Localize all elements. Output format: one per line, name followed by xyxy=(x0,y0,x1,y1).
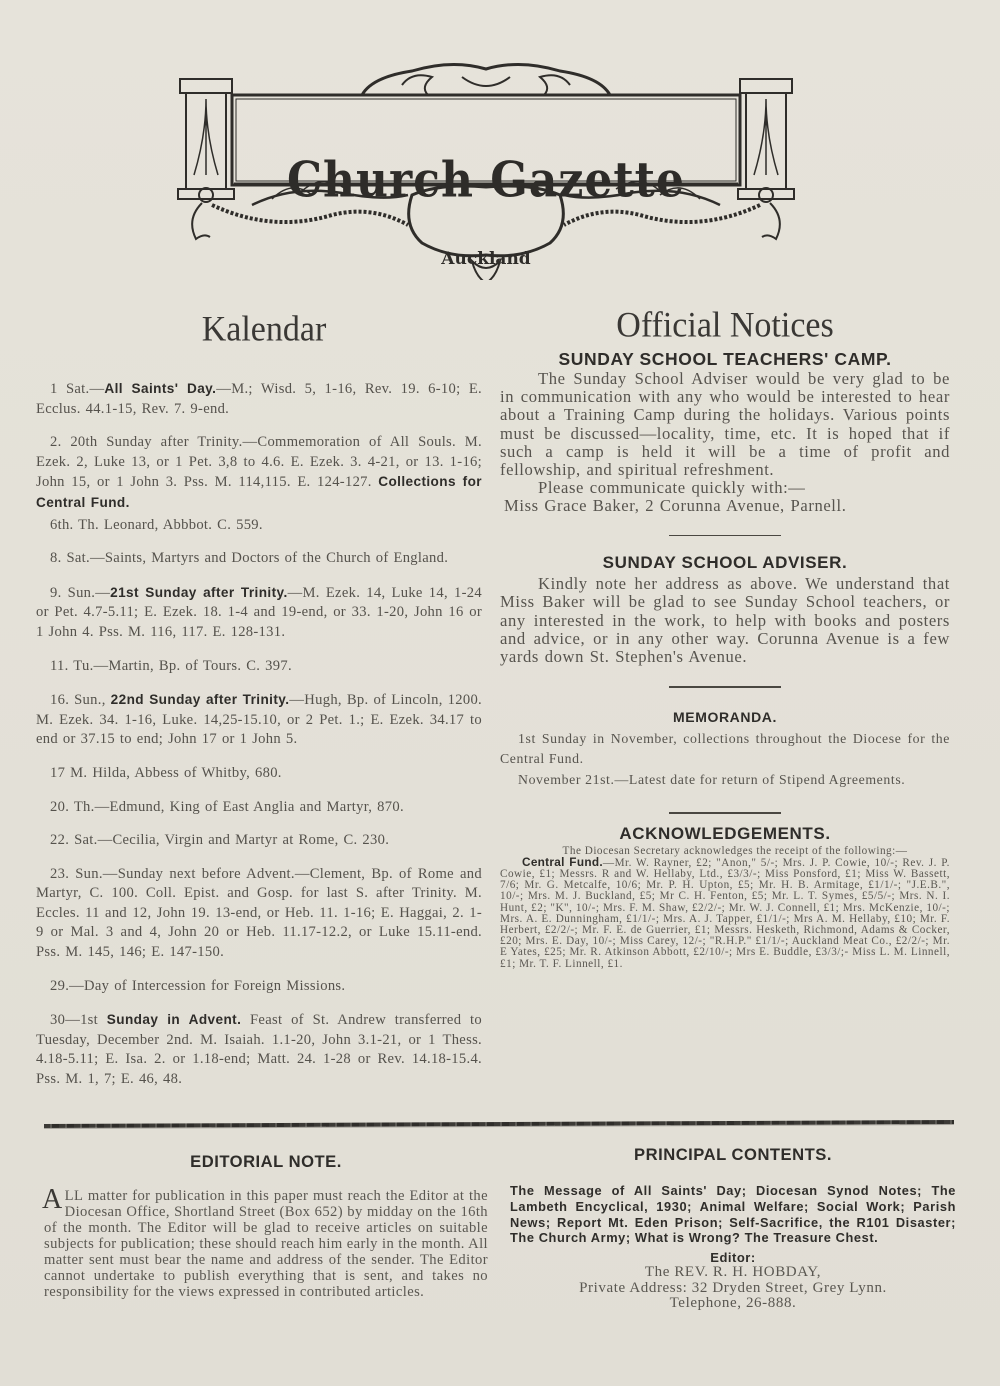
acknowledgements-intro: The Diocesan Secretary acknowledges the receipt of the following:— xyxy=(562,844,908,857)
official-notices-heading: Official Notices xyxy=(616,306,834,345)
kalendar-entry: 23. Sun.—Sunday next before Advent.—Clement, Bp. of Rome and Martyr, C. 100. Coll. Epist. and Gosp. for last S. after Trinity. M. Eccles. 11 and 12, John 19. 13-end, or Heb. 11. 1-16; E. Haggai, 2. 1-9 or Mal. 3 and 4, John 20 or Heb. 11.17-12.2, or Luke 15.11-end. Pss. M. 145, 146; E. 147-150. xyxy=(36,865,482,961)
principal-contents xyxy=(510,1145,956,1312)
editor-name: The REV. R. H. HOBDAY, xyxy=(644,1264,822,1281)
editor-label: Editor: xyxy=(710,1250,756,1266)
kalendar-column xyxy=(36,305,482,1104)
drop-cap: A xyxy=(42,1184,63,1215)
divider xyxy=(669,535,781,537)
kalendar-entry: 8. Sat.—Saints, Martyrs and Doctors of the Church of England. xyxy=(50,550,449,567)
adviser-notice xyxy=(500,553,950,666)
acknowledgements-heading: ACKNOWLEDGEMENTS. xyxy=(619,823,831,843)
divider xyxy=(669,812,781,814)
camp-contact: Miss Grace Baker, 2 Corunna Avenue, Parnell. xyxy=(504,496,847,516)
editorial-note xyxy=(44,1152,488,1300)
contents-list: The Message of All Saints' Day; Diocesan Synod Notes; The Lambeth Encyclical, 1930; Animal Welfare; Social Work; Parish News; Report Mt. Eden Prison; Self-Sacrifice, the R101 Disaster; The Church Army; What is Wrong? The Treasure Chest. xyxy=(510,1183,956,1246)
adviser-body: Kindly note her address as above. We understand that Miss Baker will be glad to see Sunday School teachers, or any interested in the work, to help with books and posters and advice, or in any other way. Corunna Avenue is a few yards down St. Stephen's Avenue. xyxy=(500,574,950,666)
acknowledgements-body: Central Fund.—Mr. W. Rayner, £2; "Anon," 5/-; Mrs. J. P. Cowie, 10/-; Rev. J. P. Cowie, £1; Messrs. R and W. Hellaby, Ltd., £3/3/-; Miss Ponsford, £1; Miss W. Bassett, 7/6; Mr. G. Metcalfe, 10/6; Mr. P. H. Upton, £5; Mr. H. B. Armitage, £1/1/-; "J.E.B.", 10/-; Mrs. M. J. Buckland, £5; Mr C. H. Fenton, £5; Mr. L. T. Symes, £5/5/-; Mrs. N. I. Hunt, £2; "K", 10/-; Mrs. F. M. Shaw, £2/2/-; Mr. W. J. Connell, £1; Mrs. McKenzie, 10/-; Mrs. A. E. Dunningham, £1/1/-; Mrs. A. J. Tapper, £1/1/-; Mrs A. M. Hellaby, £10; Mr. F. Herbert, £2/2/-; Mr. F. E. de Guerrier, £1; Messrs. Hesketh, Richmond, Adams & Cocker, £20; Mrs. E. Day, 10/-; Miss Carey, 12/-; "R.H.P." £1/1/-; Auckland Meat Co., £2/2/-; Mr. E Yates, £25; Mr. R. Atkinson Abbott, £2/10/-; Mrs E. Buddle, £3/3/;- Miss L. M. Linnell, £1; Mr. T. F. Linnell, £1. xyxy=(500,854,950,970)
camp-body: The Sunday School Adviser would be very glad to be in communication with any who would be interested to hear about a Training Camp during the holidays. Various points must be discussed—locality, time, etc. It is hoped that if such a camp is held it will be a time of profit and fellowship, and spiritual refreshment. xyxy=(500,369,950,480)
official-notices-column xyxy=(500,305,950,970)
masthead-subtitle: Auckland xyxy=(441,249,531,269)
kalendar-entry: 30—1st Sunday in Advent. Feast of St. Andrew transferred to Tuesday, December 2nd. M. Isaiah. 1.1-20, John 3.1-21, or 1 Thess. 4.18-5.11; E. Isa. 2. or 1.18-end; Matt. 24. 1-28 or Rev. 14.18-15.4. Pss. M. 1, 7; E. 46, 48. xyxy=(36,1012,482,1088)
camp-contact-intro: Please communicate quickly with:— xyxy=(538,478,806,498)
memoranda-item: November 21st.—Latest date for return of Stipend Agreements. xyxy=(518,771,906,787)
adviser-heading: SUNDAY SCHOOL ADVISER. xyxy=(602,553,848,573)
acknowledgements xyxy=(500,824,950,970)
editorial-body: ALL matter for publication in this paper must reach the Editor at the Diocesan Office, Shortland Street (Box 652) by midday on the 16th of the month. The Editor will be glad to receive articles on suitable subjects for publication; these should reach him early in the month. All matter sent must bear the name and address of the sender. The Editor cannot undertake to publish everything that is sent, and takes no responsibility for the views expressed in contributed articles. xyxy=(42,1184,488,1300)
kalendar-heading: Kalendar xyxy=(201,310,327,349)
editor-address: Private Address: 32 Dryden Street, Grey Lynn. xyxy=(579,1279,887,1296)
memoranda xyxy=(500,709,950,791)
memoranda-heading: MEMORANDA. xyxy=(673,708,777,725)
camp-heading: SUNDAY SCHOOL TEACHERS' CAMP. xyxy=(558,349,892,369)
kalendar-entry: 6th. Th. Leonard, Abbbot. C. 559. xyxy=(50,516,263,533)
editor-phone: Telephone, 26-888. xyxy=(669,1295,797,1312)
divider xyxy=(669,686,781,688)
camp-notice xyxy=(500,349,950,516)
kalendar-entry: 29.—Day of Intercession for Foreign Missions. xyxy=(50,977,346,994)
kalendar-entry: 20. Th.—Edmund, King of East Anglia and Martyr, 870. xyxy=(50,798,404,815)
kalendar-entry: 1 Sat.—All Saints' Day.—M.; Wisd. 5, 1-16, Rev. 19. 6-10; E. Ecclus. 44.1-15, Rev. 7. 9-end. xyxy=(36,381,482,417)
kalendar-list xyxy=(36,379,482,1090)
memoranda-item: 1st Sunday in November, collections throughout the Diocese for the Central Fund. xyxy=(500,730,950,767)
masthead xyxy=(172,55,800,280)
kalendar-entry: 16. Sun., 22nd Sunday after Trinity.—Hugh, Bp. of Lincoln, 1200. M. Ezek. 34. 1-16, Luke. 14,25-15.10, or 2 Pet. 1.; E. Ezek. 34.17 to end or 37.15 to end; John 17 or 1 John 5. xyxy=(36,692,482,748)
masthead-title: Church Gazette xyxy=(287,152,685,209)
section-divider xyxy=(44,1120,954,1128)
kalendar-entry: 11. Tu.—Martin, Bp. of Tours. C. 397. xyxy=(50,657,292,674)
kalendar-entry: 17 M. Hilda, Abbess of Whitby, 680. xyxy=(50,764,282,781)
kalendar-entry: 22. Sat.—Cecilia, Virgin and Martyr at Rome, C. 230. xyxy=(50,832,390,849)
editorial-heading: EDITORIAL NOTE. xyxy=(190,1152,342,1171)
kalendar-entry: 2. 20th Sunday after Trinity.—Commemoration of All Souls. M. Ezek. 2, Luke 13, or 1 Pet. 3,8 to 4.6. E. Ezek. 3. 4-21, or 13. 1-16; John 15, or 1 John 3. Pss. M. 114,115. E. 124-127. Collections for Central Fund. xyxy=(36,434,482,510)
contents-heading: PRINCIPAL CONTENTS. xyxy=(634,1145,832,1164)
kalendar-entry: 9. Sun.—21st Sunday after Trinity.—M. Ezek. 14, Luke 14, 1-24 or Pet. 4.7-5.11; E. Ezek. 18. 1-4 and 19-end, or 33. 1-20, John 16 or 1 John 4. Pss. M. 116, 117. E. 128-131. xyxy=(36,584,482,640)
